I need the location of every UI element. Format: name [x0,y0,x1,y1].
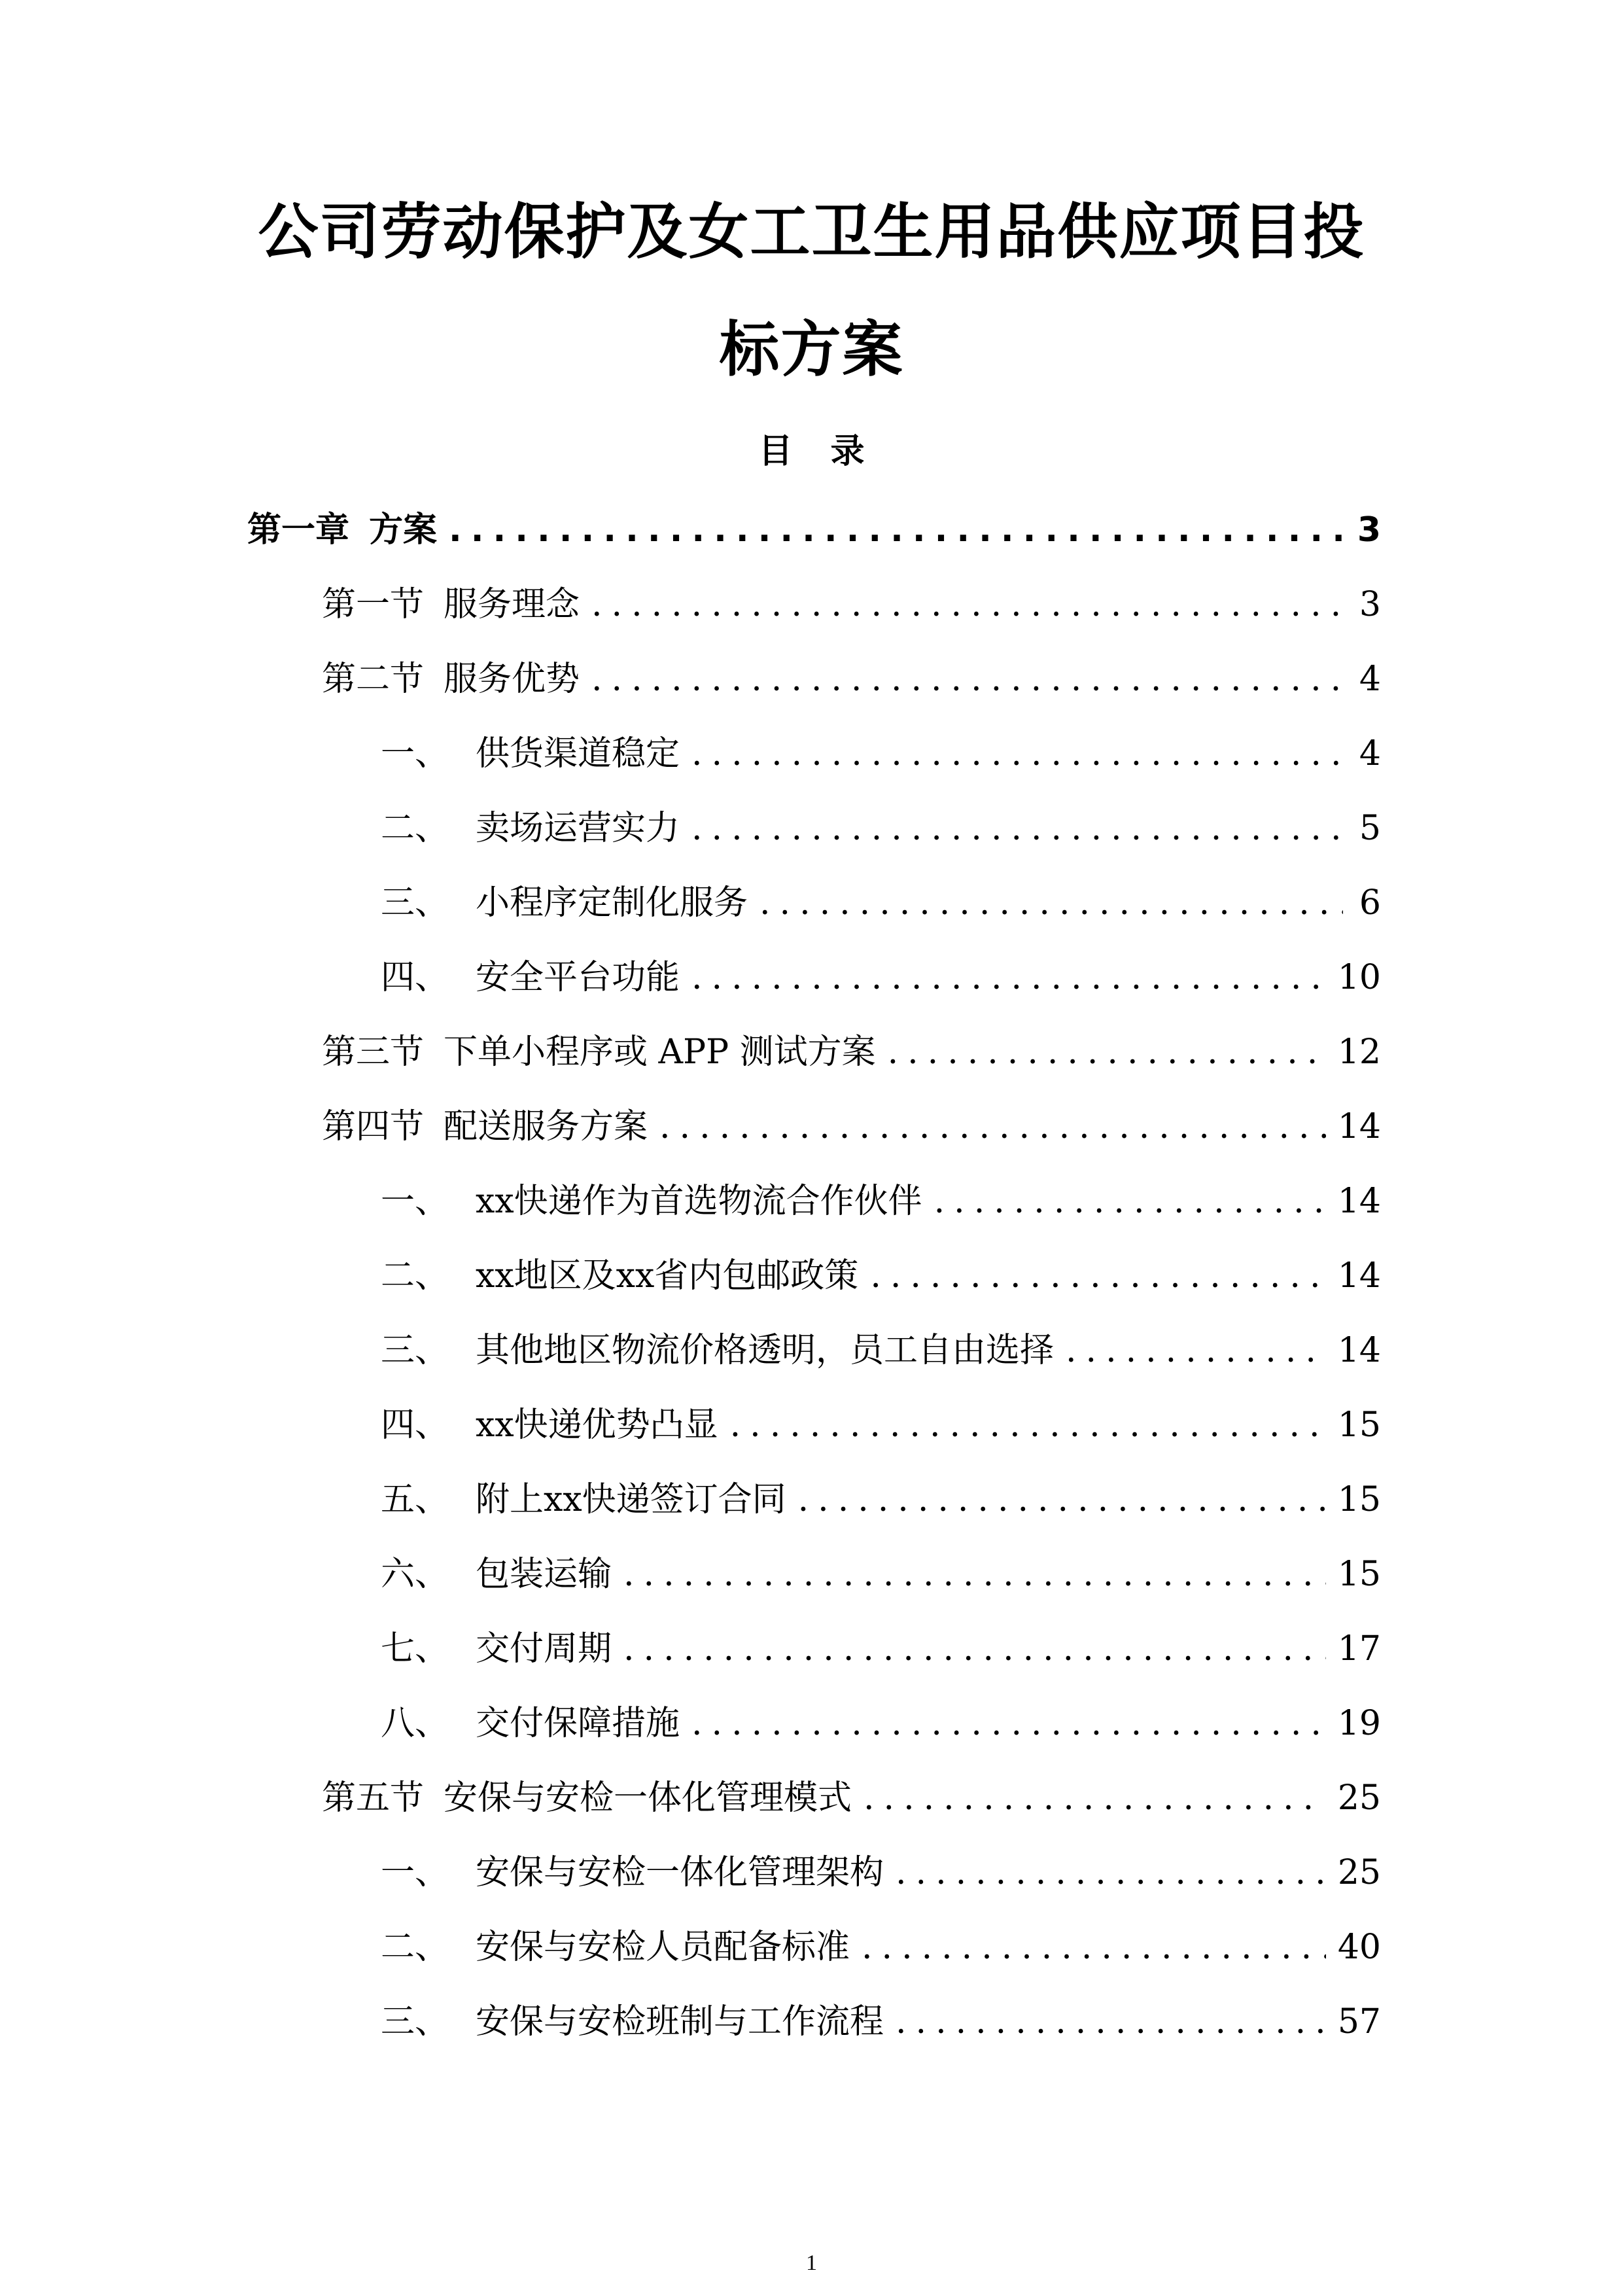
toc-dot-leader [591,653,1343,705]
toc-entry-number: 一、 [381,1853,449,1892]
toc-entry-label: 安保与安检人员配备标准 [476,1928,850,1967]
toc-entry-item[interactable] [381,1921,1381,1973]
toc-entry-label: 安保与安检班制与工作流程 [476,2002,884,2041]
toc-dot-leader [591,578,1343,631]
toc-entry-number: 第三节 [322,1033,425,1072]
toc-dot-leader [798,1474,1326,1526]
toc-entry-number: 五、 [381,1480,449,1519]
toc-entry-label: 供货渠道稳定 [476,734,680,773]
toc-entry-section-5[interactable] [322,1772,1381,1824]
toc-entry-item[interactable] [381,1548,1381,1600]
toc-dot-leader [759,877,1343,929]
toc-entry-page: 19 [1337,1704,1381,1743]
toc-entry-label: 方案 [369,510,438,550]
toc-dot-leader [870,1250,1326,1302]
toc-entry-label: 交付周期 [476,1629,612,1669]
toc-entry-page: 4 [1359,734,1381,773]
toc-entry-label: 卖场运营实力 [476,809,680,848]
toc-entry-item[interactable] [381,802,1381,855]
toc-dot-leader [691,1697,1326,1750]
toc-entry-item[interactable] [381,1697,1381,1750]
toc-dot-leader [623,1623,1326,1675]
toc-entry-label: 安全平台功能 [476,958,680,997]
toc-entry-item[interactable] [381,1175,1381,1227]
toc-dot-leader [862,1921,1326,1973]
toc-entry-number: 三、 [381,883,449,923]
toc-entry-page: 10 [1337,958,1381,997]
toc-dot-leader [888,1026,1326,1078]
toc-dot-leader [691,951,1326,1004]
toc-entry-label: xx快递优势凸显 [476,1405,718,1445]
toc-entry-page: 14 [1337,1331,1381,1370]
toc-entry-section-4[interactable] [322,1101,1381,1153]
toc-entry-item[interactable] [381,1996,1381,2048]
toc-entry-section-2[interactable] [322,653,1381,705]
toc-dot-leader [691,728,1343,780]
toc-entry-page: 57 [1337,2002,1381,2041]
toc-entry-page: 14 [1337,1182,1381,1221]
toc-entry-label: 包装运输 [476,1555,612,1594]
toc-entry-page: 14 [1337,1256,1381,1296]
toc-dot-leader [659,1101,1326,1153]
toc-entry-page: 15 [1337,1480,1381,1519]
toc-entry-number: 第五节 [322,1778,425,1818]
toc-entry-number: 二、 [381,809,449,848]
document-title-line-1: 公司劳动保护及女工卫生用品供应项目投 [258,197,1365,267]
toc-entry-label: 附上xx快递签订合同 [476,1480,786,1519]
toc-entry-label: 交付保障措施 [476,1704,680,1743]
toc-entry-number: 八、 [381,1704,449,1743]
toc-entry-page: 5 [1359,809,1381,848]
toc-entry-page: 3 [1359,585,1381,624]
page-number: 1 [806,2251,817,2275]
toc-entry-item[interactable] [381,1250,1381,1302]
toc-dot-leader [623,1548,1326,1600]
toc-dot-leader [691,802,1343,855]
toc-entry-page: 15 [1337,1405,1381,1445]
toc-dot-leader [864,1772,1326,1824]
toc-entry-page: 25 [1337,1853,1381,1892]
toc-entry-item[interactable] [381,1324,1381,1377]
toc-entry-number: 六、 [381,1555,449,1594]
toc-entry-item[interactable] [381,728,1381,780]
toc-dot-leader [1066,1324,1326,1377]
toc-entry-label: 下单小程序或 APP 测试方案 [444,1033,876,1072]
toc-entry-page: 25 [1337,1778,1381,1818]
toc-heading: 目 录 [758,432,878,471]
toc-entry-page: 12 [1337,1033,1381,1072]
toc-entry-label: xx地区及xx省内包邮政策 [476,1256,859,1296]
toc-entry-item[interactable] [381,1399,1381,1451]
toc-entry-chapter-1[interactable] [247,504,1381,556]
toc-entry-number: 七、 [381,1629,449,1669]
toc-entry-item[interactable] [381,1474,1381,1526]
toc-entry-label: 配送服务方案 [444,1107,648,1146]
toc-entry-page: 4 [1359,660,1381,699]
toc-entry-number: 一、 [381,1182,449,1221]
toc-entry-page: 14 [1337,1107,1381,1146]
toc-dot-leader [896,1996,1326,2048]
toc-entry-item[interactable] [381,1623,1381,1675]
toc-entry-number: 四、 [381,1405,449,1445]
toc-entry-label: 服务优势 [444,660,580,699]
toc-entry-item[interactable] [381,1846,1381,1899]
toc-entry-page: 6 [1359,883,1381,923]
toc-entry-section-1[interactable] [322,578,1381,631]
toc-dot-leader [730,1399,1326,1451]
toc-entry-label: 小程序定制化服务 [476,883,748,923]
toc-entry-page: 40 [1337,1928,1381,1967]
toc-entry-number: 一、 [381,734,449,773]
toc-entry-page: 3 [1357,510,1381,550]
toc-entry-item[interactable] [381,951,1381,1004]
toc-dot-leader [449,504,1343,556]
toc-entry-label: 其他地区物流价格透明，员工自由选择 [476,1331,1055,1370]
toc-entry-number: 第一节 [322,585,425,624]
toc-entry-number: 二、 [381,1256,449,1296]
toc-entry-number: 第四节 [322,1107,425,1146]
toc-entry-number: 二、 [381,1928,449,1967]
toc-entry-page: 17 [1337,1629,1381,1669]
toc-entry-page: 15 [1337,1555,1381,1594]
toc-entry-number: 第一章 [247,510,350,550]
toc-entry-number: 四、 [381,958,449,997]
toc-entry-number: 第二节 [322,660,425,699]
toc-entry-label: 安保与安检一体化管理架构 [476,1853,884,1892]
toc-dot-leader [934,1175,1326,1227]
toc-entry-label: xx快递作为首选物流合作伙伴 [476,1182,922,1221]
toc-entry-label: 安保与安检一体化管理模式 [444,1778,852,1818]
document-title-line-2: 标方案 [719,315,904,385]
toc-dot-leader [896,1846,1326,1899]
toc-entry-section-3[interactable] [322,1026,1381,1078]
toc-entry-number: 三、 [381,1331,449,1370]
toc-entry-number: 三、 [381,2002,449,2041]
toc-entry-item[interactable] [381,877,1381,929]
toc-entry-label: 服务理念 [444,585,580,624]
